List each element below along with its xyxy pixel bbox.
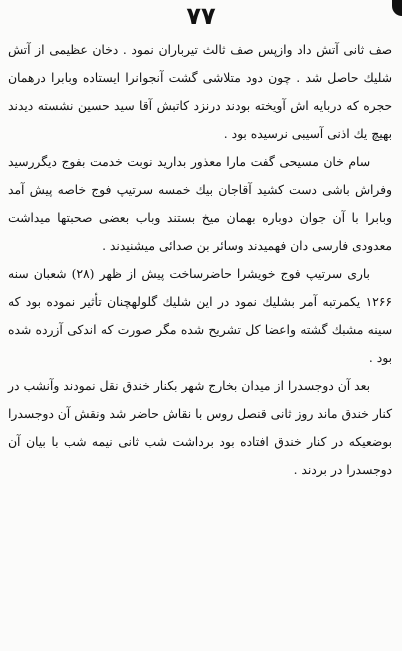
paragraph-3: باری سرتیپ فوج خویشرا حاضرساخت پیش از ظهر (۲۸) شعبان سنه ۱۲۶۶ یکمرتبه آمر بشلیك نمود در این شلیك گلولهچنان تأثیر نموده بود که سینه مشبك گشته واعضا کل تشریح شده مگر صورت که اندکی آزرده شده بود . — [8, 267, 392, 365]
paragraph-1: صف ثانی آتش داد وازپس صف ثالث تیرباران نمود . دخان عظیمی از آتش شلیك حاصل شد . چون دود متلاشی گشت آنجوانرا ایستاده وبابرا درهمان حجره که دربایه اش آویخته بودند درنزد کاتبش آقا سید حسین نشسته دیدند بهیچ یك اذنی آسیبی نرسیده بود . — [8, 43, 392, 141]
paragraph-4: بعد آن دوجسدرا از میدان بخارج شهر بکنار خندق نقل نمودند وآنشب در کنار خندق ماند روز ثانی قنصل روس با نقاش حاضر شد ونقش آن دوجسدرا بوضعیکه در کنار خندق افتاده بود برداشت شب ثانی نیمه شب با بیان آن دوجسدرا در بردند . — [8, 379, 392, 477]
page-number: ٧٧ — [186, 2, 216, 30]
paragraph-2: سام خان مسیحی گفت مارا معذور بدارید نوبت خدمت بفوج دیگررسید وفراش باشی دست کشید آقاجان بیك خمسه سرتیپ فوج خاصه پیش آمد وبابرا با آن جوان دوباره بهمان میخ بستند وباب بعضی صحبتها میداشت معدودی فارسی دان فهمیدند وسائر بن صدائی میشنیدند . — [8, 155, 392, 253]
page-body-text — [8, 36, 392, 484]
